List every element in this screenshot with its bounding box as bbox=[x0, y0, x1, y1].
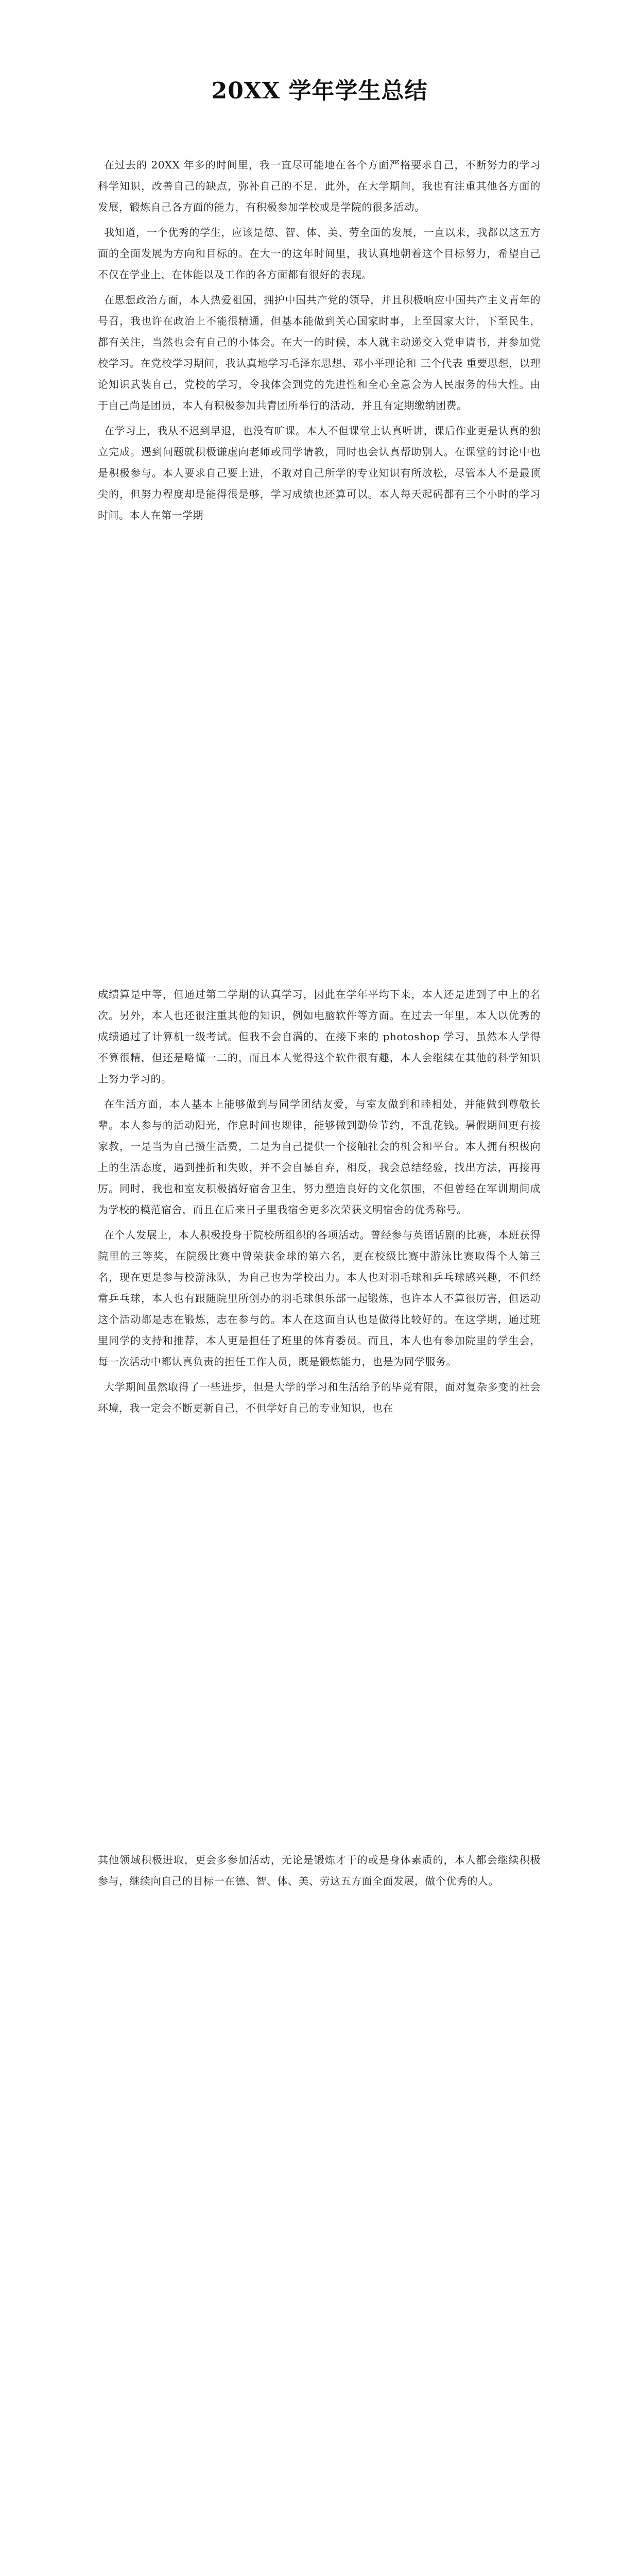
page-2-body bbox=[98, 984, 541, 1423]
paragraph-development: 在个人发展上，本人积极投身于院校所组织的各项活动。曾经参与英语话剧的比赛，本班获得院里的三等奖，在院级比赛中曾荣获金球的第六名，更在校级比赛中游泳比赛取得个人第三名，现在更是参与校游泳队，为自己也为学校出力。本人也对羽毛球和乒乓球感兴趣，不但经常乒乓球，本人也有跟随院里所创办的羽毛球俱乐部一起锻炼，也许本人不算很厉害，但运动这个活动都是志在锻炼，志在参与的。本人在这面自认也是做得比较好的。在这学期，通过班里同学的支持和推荐，本人更是担任了班里的体育委员。而且，本人也有参加院里的学生会，每一次活动中都认真负责的担任工作人员，既是锻炼能力，也是为同学服务。 bbox=[98, 1229, 541, 1368]
document-title: 20XX 学年学生总结 bbox=[211, 78, 428, 104]
paragraph-conclusion: 大学期间虽然取得了一些进步，但是大学的学习和生活给予的毕竟有限，面对复杂多变的社会环境，我一定会不断更新自己，不但学好自己的专业知识，也在 bbox=[98, 1381, 541, 1414]
paragraph-intro: 在过去的 20XX 年多的时间里，我一直尽可能地在各个方面严格要求自己，不断努力的学习科学知识，改善自己的缺点，弥补自己的不足．此外，在大学期间，我也有注重其他各方面的发展，锻炼自己各方面的能力，有积极参加学校或是学院的很多活动。 bbox=[98, 159, 541, 213]
paragraph-life: 在生活方面，本人基本上能够做到与同学团结友爱，与室友做到和睦相处，并能做到尊敬长辈。本人参与的活动阳光，作息时间也规律，能够做到勤俭节约，不乱花钱。暑假期间更有接家教，一是当为自己攒生活费，二是为自己提供一个接触社会的机会和平台。本人拥有积极向上的生活态度，遇到挫折和失败，并不会自暴自弃，相反，我会总结经验，找出方法，再接再厉。同时，我也和室友积极搞好宿舍卫生，努力塑造良好的文化氛围，不但曾经在军训期间成为学校的模范宿舍，而且在后来日子里我宿舍更多次荣获文明宿舍的优秀称号。 bbox=[98, 1098, 541, 1216]
paragraph-politics: 在思想政治方面，本人热爱祖国，拥护中国共产党的领导，并且积极响应中国共产主义青年的号召，我也许在政治上不能很精通，但基本能做到关心国家时事，上至国家大计，下至民生，都有关注，当然也会有自己的小体会。在大一的时候，本人就主动递交入党申请书，并参加党校学习。在党校学习期间，我认真地学习毛泽东思想、邓小平理论和 三个代表 重要思想，以理论知识武装自己，党校的学习，令我体会到党的先进性和全心全意会为人民服务的伟大性。由于自己尚是团员，本人有积极参加共青团所举行的活动，并且有定期缴纳团费。 bbox=[98, 294, 541, 412]
paragraph-goals: 我知道，一个优秀的学生，应该是德、智、体、美、劳全面的发展，一直以来，我都以这五方面的全面发展为方向和目标的。在大一的这年时间里，我认真地朝着这个目标努力，希望自己不仅在学业上，在体能以及工作的各方面都有很好的表现。 bbox=[98, 226, 541, 281]
page-3-body bbox=[98, 1850, 541, 1896]
page-1-body bbox=[98, 155, 541, 530]
paragraph-study: 在学习上，我从不迟到早退，也没有旷课。本人不但课堂上认真听讲，课后作业更是认真的独立完成。遇到问题就积极谦虚向老师或同学请教，同时也会认真帮助别人。在课堂的讨论中也是积极参与。本人要求自己要上进，不敢对自己所学的专业知识有所放松，尽管本人不是最顶尖的，但努力程度却是能得很是够，学习成绩也还算可以。本人每天起码都有三个小时的学习时间。本人在第一学期 bbox=[98, 425, 541, 521]
paragraph-study-continued: 成绩算是中等，但通过第二学期的认真学习，因此在学年平均下来，本人还是进到了中上的名次。另外，本人也还很注重其他的知识，例如电脑软件等方面。在过去一年里，本人以优秀的成绩通过了计算机一级考试。但我不会自满的，在接下来的 photoshop 学习，虽然本人学得不算很精，但还是略懂一二的，而且本人觉得这个软件很有趣，本人会继续在其他的科学知识上努力学习的。 bbox=[98, 988, 541, 1085]
paragraph-conclusion-continued: 其他领域积极进取，更会多参加活动，无论是锻炼才干的或是身体素质的，本人都会继续积极参与，继续向自己的目标一在德、智、体、美、劳这五方面全面发展，做个优秀的人。 bbox=[98, 1854, 541, 1887]
